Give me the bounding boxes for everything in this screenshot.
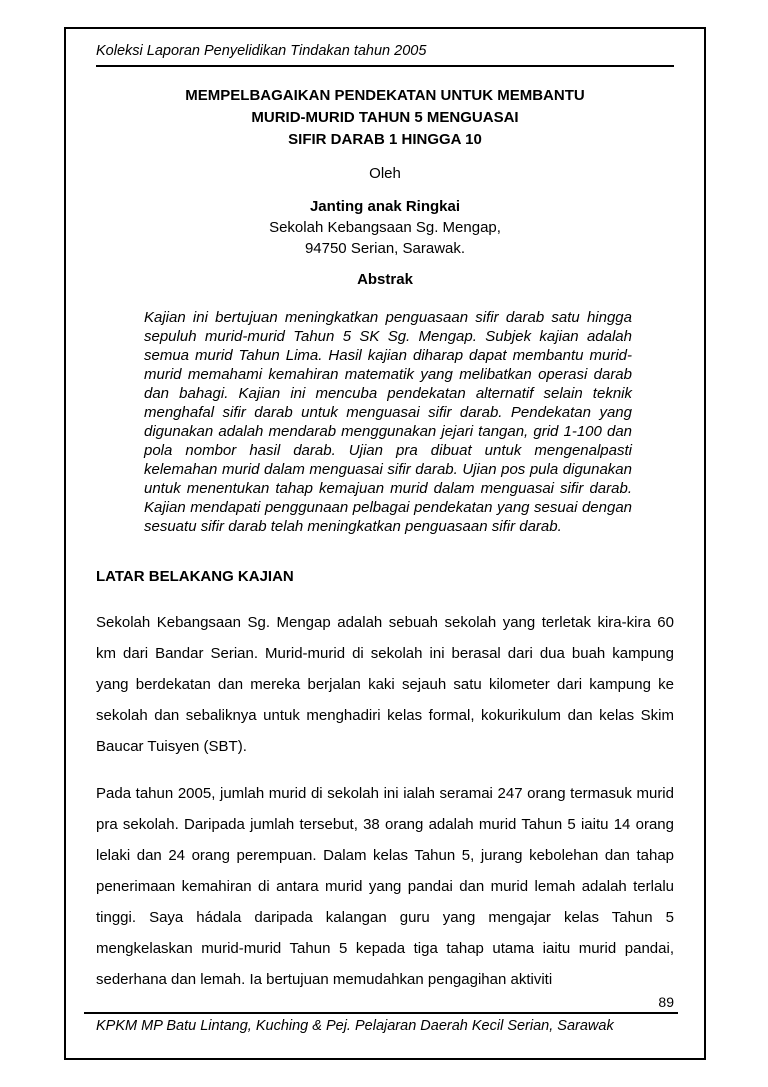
abstract-body: Kajian ini bertujuan meningkatkan penguasaan sifir darab satu hingga sepuluh murid-murid Tahun 5 SK Sg. Mengap. Subjek kajian adalah semua murid Tahun Lima. Hasil kajian diharap dapat membantu murid-murid memahami kemahiran matematik yang melibatkan operasi darab dan bahagi. Kajian ini mencuba pendekatan alternatif selain teknik menghafal sifir darab untuk menguasai sifir darab. Pendekatan yang digunakan adalah mendarab menggunakan jejari tangan, grid 1-100 dan pola nombor hasil darab. Ujian pra dibuat untuk mengenalpasti kelemahan murid dalam menguasai sifir darab. Ujian pos pula digunakan untuk menentukan tahap kemajuan murid dalam menguasai sifir darab. Kajian mendapati penggunaan pelbagai pendekatan yang sesuai dengan sesuatu sifir darab telah meningkatkan penguasaan sifir darab. bbox=[144, 309, 632, 535]
title-line-1: MEMPELBAGAIKAN PENDEKATAN UNTUK MEMBANTU bbox=[185, 87, 585, 104]
header-rule bbox=[96, 65, 674, 67]
running-header: Koleksi Laporan Penyelidikan Tindakan tahun 2005 bbox=[96, 43, 427, 59]
title-line-3: SIFIR DARAB 1 HINGGA 10 bbox=[288, 131, 482, 148]
author-affiliation-line-1: Sekolah Kebangsaan Sg. Mengap, bbox=[269, 219, 501, 236]
author-name: Janting anak Ringkai bbox=[309, 198, 461, 215]
title-line-2: MURID-MURID TAHUN 5 MENGUASAI bbox=[251, 109, 519, 126]
section-heading: LATAR BELAKANG KAJIAN bbox=[96, 568, 294, 585]
abstract-heading: Abstrak bbox=[357, 271, 413, 288]
body-paragraph-1: Sekolah Kebangsaan Sg. Mengap adalah sebuah sekolah yang terletak kira-kira 60 km dari Bandar Serian. Murid-murid di sekolah ini berasal dari dua buah kampung yang berdekatan dan mereka berjalan kaki sejauh satu kilometer dari kampung ke sekolah dan sebaliknya untuk menghadiri kelas formal, kokurikulum dan kelas Skim Baucar Tuisyen (SBT). bbox=[96, 614, 674, 755]
page-number: 89 bbox=[658, 994, 674, 1010]
page-content bbox=[66, 29, 704, 1058]
author-affiliation-line-2: 94750 Serian, Sarawak. bbox=[304, 240, 466, 257]
footer-text: KPKM MP Batu Lintang, Kuching & Pej. Pelajaran Daerah Kecil Serian, Sarawak bbox=[96, 1018, 614, 1034]
footer-rule bbox=[84, 1012, 678, 1014]
author-block bbox=[96, 196, 674, 259]
body-paragraph-2: Pada tahun 2005, jumlah murid di sekolah ini ialah seramai 247 orang termasuk murid pra sekolah. Daripada jumlah tersebut, 38 orang adalah murid Tahun 5 iaitu 14 orang lelaki dan 24 orang perempuan. Dalam kelas Tahun 5, jurang kebolehan dan tahap penerimaan kemahiran di antara murid yang pandai dan murid lemah adalah terlalu tinggi. Saya hádala daripada kalangan guru yang mengajar kelas Tahun 5 mengkelaskan murid-murid Tahun 5 kepada tiga tahap utama iaitu murid pandai, sederhana dan lemah. Ia bertujuan memudahkan pengagihan aktiviti bbox=[96, 785, 674, 988]
byline-label: Oleh bbox=[369, 165, 401, 182]
page-frame bbox=[64, 27, 706, 1060]
document-title bbox=[96, 85, 674, 151]
